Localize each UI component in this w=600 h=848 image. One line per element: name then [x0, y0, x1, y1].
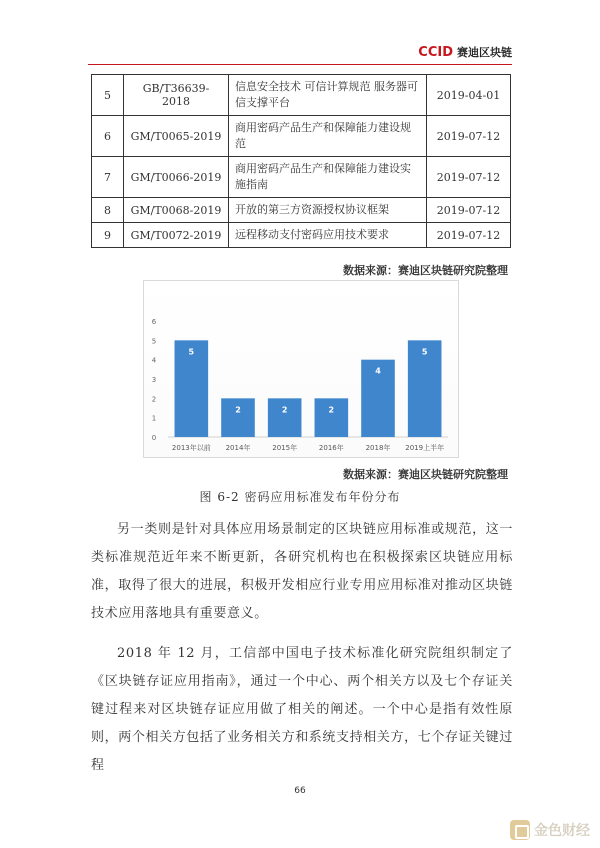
x-tick-label: 2014年: [225, 444, 251, 452]
row-number: 6: [92, 116, 124, 157]
y-tick-label: 2: [151, 395, 157, 404]
standard-code: GM/T0065-2019: [124, 116, 229, 157]
bar-data-label: 4: [375, 366, 381, 376]
y-tick-label: 0: [151, 434, 157, 442]
table-row: [92, 198, 511, 223]
watermark-text: 金色财经: [534, 823, 590, 839]
x-tick-label: 2015年: [272, 444, 298, 452]
watermark-logo-icon: [510, 820, 530, 840]
y-tick-label: 4: [151, 356, 157, 365]
standards-table: [91, 74, 511, 248]
x-tick-label: 2019上半年: [405, 444, 445, 452]
bar-chart-svg: [144, 281, 460, 459]
y-tick-label: 3: [151, 376, 157, 384]
table-row: [92, 223, 511, 248]
paragraph-text: 另一类则是针对具体应用场景制定的区块链应用标准或规范，这一类标准规范近年来不断更新，各研究机构也在积极探索区块链应用标准，取得了很大的进展，积极开发相应行业专用应用标准对推动区块链技术应用落地具有重要意义。: [91, 522, 513, 621]
x-tick-label: 2013年以前: [171, 444, 211, 452]
table-source-note: 数据来源：赛迪区块链研究院整理: [343, 264, 508, 277]
watermark: [510, 820, 590, 840]
standard-code: GM/T0066-2019: [124, 157, 229, 198]
brand-ccid: CCID: [418, 45, 453, 60]
y-tick-label: 6: [151, 318, 157, 326]
standard-name: 开放的第三方资源授权协议框架: [229, 198, 427, 223]
bar-data-label: 5: [421, 347, 428, 357]
header-brand: [418, 44, 512, 60]
bar-data-label: 2: [281, 405, 288, 415]
publish-date: 2019-07-12: [427, 116, 511, 157]
header-divider: [88, 64, 512, 65]
standard-code: GB/T36639-2018: [124, 75, 229, 116]
row-number: 7: [92, 157, 124, 198]
bar: [268, 398, 302, 437]
bar-data-label: 5: [188, 347, 195, 357]
bar-chart: [143, 280, 459, 458]
publish-date: 2019-07-12: [427, 157, 511, 198]
standard-code: GM/T0068-2019: [124, 198, 229, 223]
standard-name: 信息安全技术 可信计算规范 服务器可信支撑平台: [229, 75, 427, 116]
row-number: 8: [92, 198, 124, 223]
y-tick-label: 1: [151, 414, 157, 423]
body-paragraph-1: [91, 516, 513, 628]
chart-source-note: 数据来源：赛迪区块链研究院整理: [343, 468, 508, 481]
row-number: 9: [92, 223, 124, 248]
x-tick-label: 2016年: [318, 444, 344, 452]
publish-date: 2019-07-12: [427, 198, 511, 223]
bar-data-label: 2: [235, 405, 241, 415]
row-number: 5: [92, 75, 124, 116]
table-row: [92, 157, 511, 198]
page-number: 66: [294, 786, 306, 796]
standard-code: GM/T0072-2019: [124, 223, 229, 248]
x-tick-label: 2018年: [365, 444, 391, 452]
standard-name: 商用密码产品生产和保障能力建设规范: [229, 116, 427, 157]
paragraph-text: 2018 年 12 月，工信部中国电子技术标准化研究院组织制定了《区块链存证应用指南》，通过一个中心、两个相关方以及七个存证关键过程来对区块链存证应用做了相关的阐述。一个中心是指有效性原则，两个相关方包括了业务相关方和系统支持相关方，七个存证关键过程: [91, 646, 513, 773]
publish-date: 2019-07-12: [427, 223, 511, 248]
standard-name: 远程移动支付密码应用技术要求: [229, 223, 427, 248]
bar-data-label: 2: [328, 405, 335, 415]
brand-name: 赛迪区块链: [457, 46, 512, 59]
body-paragraph-2: [91, 640, 513, 780]
bar: [315, 398, 349, 437]
table-row: [92, 75, 511, 116]
publish-date: 2019-04-01: [427, 75, 511, 116]
y-tick-label: 5: [151, 337, 157, 346]
standard-name: 商用密码产品生产和保障能力建设实施指南: [229, 157, 427, 198]
bar: [221, 398, 255, 437]
figure-caption: 图 6-2 密码应用标准发布年份分布: [199, 490, 401, 504]
table-row: [92, 116, 511, 157]
